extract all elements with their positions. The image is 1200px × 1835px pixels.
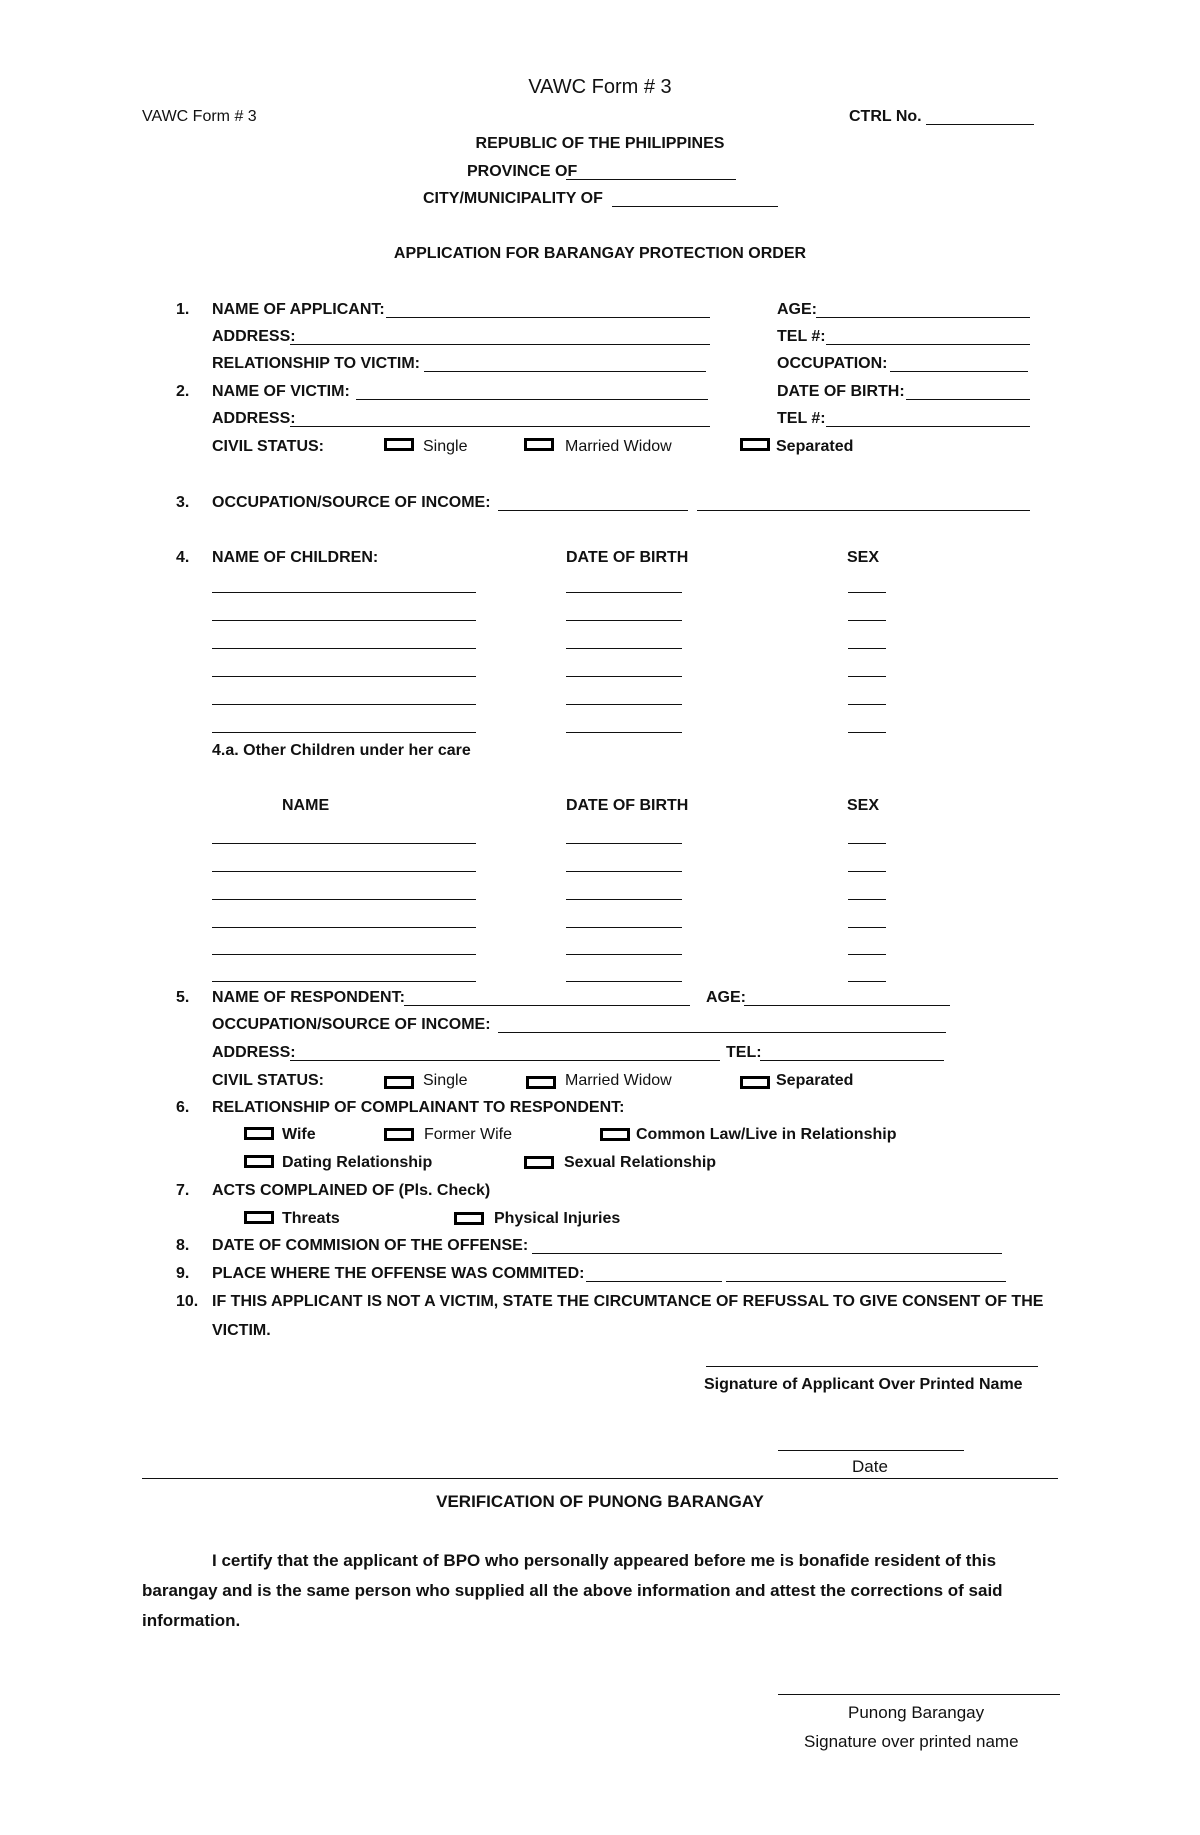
verification-title: VERIFICATION OF PUNONG BARANGAY xyxy=(436,1492,764,1511)
sexual-relationship-label: Sexual Relationship xyxy=(564,1154,717,1171)
applicant-address-label: ADDRESS: xyxy=(212,328,296,345)
other-child-name-field[interactable] xyxy=(212,927,476,928)
respondent-occupation-label: OCCUPATION/SOURCE OF INCOME: xyxy=(212,1016,491,1033)
item-number-7: 7. xyxy=(176,1182,190,1199)
victim-married-widow-checkbox[interactable] xyxy=(524,438,554,451)
physical-injuries-label: Physical Injuries xyxy=(494,1210,621,1227)
income-field-1[interactable] xyxy=(498,510,688,511)
verification-paragraph-text: I certify that the applicant of BPO who personally appeared before me is bonafide resident of this barangay and is the same person who supplied all the above information and attest the corrections of said information. xyxy=(142,1551,1003,1630)
former-wife-checkbox[interactable] xyxy=(384,1128,414,1141)
other-child-sex-field[interactable] xyxy=(848,981,886,982)
respondent-civil-status-label: CIVIL STATUS: xyxy=(212,1072,324,1089)
other-child-dob-field[interactable] xyxy=(566,954,682,955)
respondent-separated-label: Separated xyxy=(776,1072,854,1089)
child-name-field[interactable] xyxy=(212,732,476,733)
dating-checkbox[interactable] xyxy=(244,1155,274,1168)
physical-injuries-checkbox[interactable] xyxy=(454,1212,484,1225)
other-child-sex-field[interactable] xyxy=(848,927,886,928)
offense-date-label: DATE OF COMMISION OF THE OFFENSE: xyxy=(212,1237,529,1254)
relationship-to-victim-label: RELATIONSHIP TO VICTIM: xyxy=(212,355,421,372)
child-dob-field[interactable] xyxy=(566,648,682,649)
respondent-married-widow-checkbox[interactable] xyxy=(526,1076,556,1089)
item-number-5: 5. xyxy=(176,989,190,1006)
other-child-name-field[interactable] xyxy=(212,899,476,900)
child-sex-field[interactable] xyxy=(848,704,886,705)
applicant-tel-label: TEL #: xyxy=(777,328,826,345)
victim-tel-label: TEL #: xyxy=(777,410,826,427)
threats-checkbox[interactable] xyxy=(244,1211,274,1224)
child-dob-field[interactable] xyxy=(566,704,682,705)
respondent-single-label: Single xyxy=(423,1072,468,1089)
child-name-field[interactable] xyxy=(212,592,476,593)
victim-name-label: NAME OF VICTIM: xyxy=(212,383,350,400)
applicant-name-field[interactable] xyxy=(386,317,710,318)
other-child-name-field[interactable] xyxy=(212,843,476,844)
relationship-label: RELATIONSHIP OF COMPLAINANT TO RESPONDENT: xyxy=(212,1099,625,1116)
respondent-age-field[interactable] xyxy=(744,1005,950,1006)
item-number-2: 2. xyxy=(176,383,190,400)
verification-paragraph xyxy=(142,1546,1062,1636)
child-sex-field[interactable] xyxy=(848,620,886,621)
respondent-occupation-field[interactable] xyxy=(498,1032,946,1033)
item-number-6: 6. xyxy=(176,1099,190,1116)
child-sex-field[interactable] xyxy=(848,676,886,677)
other-child-name-field[interactable] xyxy=(212,981,476,982)
former-wife-label: Former Wife xyxy=(424,1126,512,1143)
refusal-line-2: VICTIM. xyxy=(212,1322,271,1339)
child-name-field[interactable] xyxy=(212,704,476,705)
respondent-married-widow-label: Married Widow xyxy=(565,1072,672,1089)
ctrl-no-field[interactable] xyxy=(926,124,1034,125)
victim-separated-checkbox[interactable] xyxy=(740,438,770,451)
dating-label: Dating Relationship xyxy=(282,1154,433,1171)
children-sex-header: SEX xyxy=(847,549,880,566)
child-sex-field[interactable] xyxy=(848,592,886,593)
victim-name-field[interactable] xyxy=(356,399,708,400)
applicant-signature-line[interactable] xyxy=(706,1366,1038,1367)
other-child-name-field[interactable] xyxy=(212,954,476,955)
province-field[interactable] xyxy=(566,179,736,180)
threats-label: Threats xyxy=(282,1210,340,1227)
other-child-sex-field[interactable] xyxy=(848,954,886,955)
item-number-10: 10. xyxy=(176,1293,199,1310)
income-field-2[interactable] xyxy=(697,510,1030,511)
wife-checkbox[interactable] xyxy=(244,1127,274,1140)
offense-place-field-1[interactable] xyxy=(586,1281,722,1282)
applicant-occupation-field[interactable] xyxy=(890,371,1028,372)
victim-single-checkbox[interactable] xyxy=(384,438,414,451)
other-child-dob-field[interactable] xyxy=(566,899,682,900)
victim-dob-field[interactable] xyxy=(906,399,1030,400)
victim-separated-label: Separated xyxy=(776,438,854,455)
victim-civil-status-label: CIVIL STATUS: xyxy=(212,438,324,455)
item-number-3: 3. xyxy=(176,494,190,511)
other-child-name-field[interactable] xyxy=(212,871,476,872)
victim-address-label: ADDRESS: xyxy=(212,410,296,427)
date-caption: Date xyxy=(852,1457,888,1476)
child-dob-field[interactable] xyxy=(566,676,682,677)
punong-barangay-caption: Punong Barangay xyxy=(848,1703,985,1722)
form-title: VAWC Form # 3 xyxy=(528,76,672,98)
province-label: PROVINCE OF xyxy=(467,163,578,180)
city-label: CITY/MUNICIPALITY OF xyxy=(423,190,603,207)
section-divider xyxy=(142,1478,1058,1479)
children-name-header: NAME OF CHILDREN: xyxy=(212,549,379,566)
other-children-dob-header: DATE OF BIRTH xyxy=(566,797,689,814)
ctrl-no-label: CTRL No. xyxy=(849,108,922,125)
refusal-line-1: IF THIS APPLICANT IS NOT A VICTIM, STATE THE CIRCUMTANCE OF REFUSSAL TO GIVE CONSENT OF THE xyxy=(212,1293,1044,1310)
offense-place-field-2[interactable] xyxy=(726,1281,1006,1282)
victim-dob-label: DATE OF BIRTH: xyxy=(777,383,905,400)
respondent-name-field[interactable] xyxy=(404,1005,690,1006)
punong-signature-line[interactable] xyxy=(778,1694,1060,1695)
children-dob-header: DATE OF BIRTH xyxy=(566,549,689,566)
applicant-name-label: NAME OF APPLICANT: xyxy=(212,301,385,318)
city-field[interactable] xyxy=(612,206,778,207)
other-child-sex-field[interactable] xyxy=(848,899,886,900)
respondent-tel-label: TEL: xyxy=(726,1044,762,1061)
other-child-dob-field[interactable] xyxy=(566,927,682,928)
item-number-9: 9. xyxy=(176,1265,190,1282)
respondent-address-label: ADDRESS: xyxy=(212,1044,296,1061)
applicant-age-field[interactable] xyxy=(816,317,1030,318)
common-law-label: Common Law/Live in Relationship xyxy=(636,1126,897,1143)
respondent-name-label: NAME OF RESPONDENT: xyxy=(212,989,405,1006)
other-child-dob-field[interactable] xyxy=(566,843,682,844)
item-number-8: 8. xyxy=(176,1237,190,1254)
applicant-signature-caption: Signature of Applicant Over Printed Name xyxy=(704,1376,1023,1393)
other-children-name-header: NAME xyxy=(282,797,330,814)
item-number-1: 1. xyxy=(176,301,190,318)
respondent-tel-field[interactable] xyxy=(760,1060,944,1061)
common-law-checkbox[interactable] xyxy=(600,1128,630,1141)
child-dob-field[interactable] xyxy=(566,592,682,593)
signature-printed-caption: Signature over printed name xyxy=(804,1732,1019,1751)
other-child-sex-field[interactable] xyxy=(848,871,886,872)
child-dob-field[interactable] xyxy=(566,732,682,733)
form-label: VAWC Form # 3 xyxy=(142,108,257,125)
child-sex-field[interactable] xyxy=(848,648,886,649)
child-name-field[interactable] xyxy=(212,620,476,621)
offense-date-field[interactable] xyxy=(532,1253,1002,1254)
item-number-4: 4. xyxy=(176,549,190,566)
respondent-age-label: AGE: xyxy=(706,989,746,1006)
wife-label: Wife xyxy=(282,1126,316,1143)
acts-label: ACTS COMPLAINED OF (Pls. Check) xyxy=(212,1182,491,1199)
income-label: OCCUPATION/SOURCE OF INCOME: xyxy=(212,494,491,511)
republic-heading: REPUBLIC OF THE PHILIPPINES xyxy=(475,135,725,152)
applicant-address-field[interactable] xyxy=(290,344,710,345)
application-title: APPLICATION FOR BARANGAY PROTECTION ORDER xyxy=(393,245,807,262)
applicant-tel-field[interactable] xyxy=(826,344,1030,345)
other-children-label: 4.a. Other Children under her care xyxy=(212,742,471,759)
applicant-age-label: AGE: xyxy=(777,301,817,318)
other-child-dob-field[interactable] xyxy=(566,981,682,982)
other-children-sex-header: SEX xyxy=(847,797,880,814)
victim-address-field[interactable] xyxy=(290,426,710,427)
other-child-dob-field[interactable] xyxy=(566,871,682,872)
respondent-single-checkbox[interactable] xyxy=(384,1076,414,1089)
child-name-field[interactable] xyxy=(212,676,476,677)
child-dob-field[interactable] xyxy=(566,620,682,621)
date-signature-line[interactable] xyxy=(778,1450,964,1451)
offense-place-label: PLACE WHERE THE OFFENSE WAS COMMITED: xyxy=(212,1265,585,1282)
sexual-relationship-checkbox[interactable] xyxy=(524,1156,554,1169)
respondent-separated-checkbox[interactable] xyxy=(740,1076,770,1089)
child-name-field[interactable] xyxy=(212,648,476,649)
applicant-occupation-label: OCCUPATION: xyxy=(777,355,888,372)
victim-married-widow-label: Married Widow xyxy=(565,438,672,455)
victim-single-label: Single xyxy=(423,438,468,455)
other-child-sex-field[interactable] xyxy=(848,843,886,844)
respondent-address-field[interactable] xyxy=(290,1060,720,1061)
victim-tel-field[interactable] xyxy=(826,426,1030,427)
relationship-to-victim-field[interactable] xyxy=(424,371,706,372)
child-sex-field[interactable] xyxy=(848,732,886,733)
